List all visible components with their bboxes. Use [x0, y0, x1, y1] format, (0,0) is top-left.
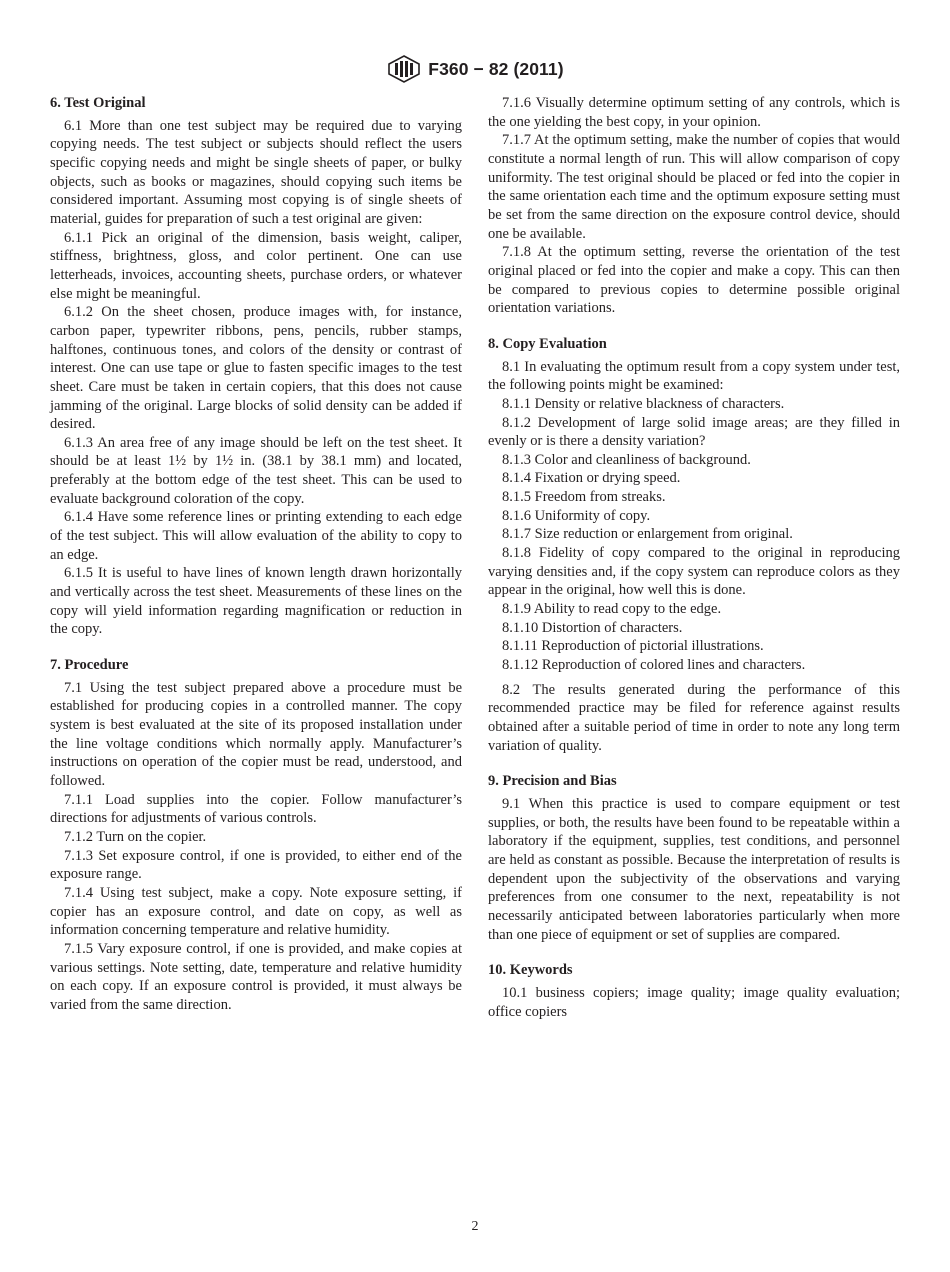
- paragraph-8-1-6: 8.1.6 Uniformity of copy.: [502, 507, 651, 524]
- paragraph-7-1-1: 7.1.1 Load supplies into the copier. Follow manufacturer’s directions for adjustments of various controls.: [50, 791, 462, 827]
- paragraph-6-1: 6.1 More than one test subject may be required due to varying copying needs. The test subject or subjects should reflect the users specific copying needs and might be single sheets of paper, or bulky objects, such as books or magazines, should copying such items be considered important. Assuming most copying is of single sheets of material, guides for preparation of such a test original are given:: [50, 117, 462, 227]
- paragraph-8-1-11: 8.1.11 Reproduction of pictorial illustrations.: [502, 638, 764, 655]
- paragraph-6-1-3: 6.1.3 An area free of any image should be left on the test sheet. It should be at least 1½ by 1½ in. (38.1 by 38.1 mm) and located, preferably at the bottom edge of the test sheet. This can be used to evaluate background coloration of the copy.: [50, 434, 462, 507]
- page-number: 2: [471, 1219, 479, 1234]
- paragraph-7-1-7: 7.1.7 At the optimum setting, make the number of copies that would constitute a normal length of run. This will allow comparison of copy uniformity. The test original should be placed or fed into the copier in the same orientation each time and the optimum exposure setting must be set from the same direction on the exposure control device, should one be available.: [488, 132, 900, 242]
- paragraph-8-1-8: 8.1.8 Fidelity of copy compared to the original in reproducing varying densities and, if the copy system can reproduce colors as they appear in the original, how well this is done.: [488, 545, 900, 599]
- paragraph-8-1-7: 8.1.7 Size reduction or enlargement from original.: [502, 526, 793, 543]
- paragraph-9-1: 9.1 When this practice is used to compare equipment or test supplies, or both, the results have been found to be repeatable within a laboratory if the equipment, supplies, test conditions, and personnel are held as constant as possible. Because the interpretation of results is dependent upon the subjectivity of the observations and varying preferences from one consumer to the next, repeatability is not necessarily anticipated between laboratories particularly when more than one piece of equipment or set of supplies are compared.: [488, 795, 900, 943]
- paragraph-7-1-6: 7.1.6 Visually determine optimum setting of any controls, which is the one yielding the best copy, in your opinion.: [488, 95, 900, 130]
- paragraph-7-1-3: 7.1.3 Set exposure control, if one is provided, to either end of the exposure range.: [50, 847, 462, 883]
- paragraph-6-1-4: 6.1.4 Have some reference lines or printing extending to each edge of the test subject. This will allow evaluation of the ability to copy to an edge.: [50, 509, 462, 563]
- paragraph-6-1-1: 6.1.1 Pick an original of the dimension, basis weight, caliper, stiffness, brightness, gloss, and color pertinent. One can use letterheads, invoices, accounting sheets, purchase orders, or whatever else might be meaningful.: [50, 229, 462, 302]
- paragraph-8-1-9: 8.1.9 Ability to read copy to the edge.: [502, 601, 722, 618]
- paragraph-8-1-10: 8.1.10 Distortion of characters.: [502, 619, 683, 636]
- paragraph-7-1-4: 7.1.4 Using test subject, make a copy. Note exposure setting, if copier has an exposure control, and date on copy, as well as information concerning temperature and relative humidity.: [50, 884, 462, 939]
- paragraph-10-1: 10.1 business copiers; image quality; image quality evaluation; office copiers: [488, 984, 900, 1020]
- paragraph-6-1-2: 6.1.2 On the sheet chosen, produce images with, for instance, carbon paper, typewriter ribbons, pens, pencils, rubber stamps, halftones, continuous tones, and colors of the density or contrast of interest. One can use tape or glue to fasten specific images to the test sheet. Care must be taken in certain copiers, that this does not cause jamming of the original. Large blocks of solid density can be added if desired.: [50, 304, 462, 433]
- paragraph-8-1-3: 8.1.3 Color and cleanliness of background.: [502, 451, 751, 468]
- paragraph-8-1-12: 8.1.12 Reproduction of colored lines and characters.: [502, 657, 806, 674]
- page-header: [0, 54, 950, 84]
- paragraph-8-1: 8.1 In evaluating the optimum result from a copy system under test, the following points might be examined:: [488, 358, 900, 394]
- section-8-heading: 8. Copy Evaluation: [488, 335, 607, 352]
- section-7-heading: 7. Procedure: [50, 657, 129, 674]
- right-column: [488, 94, 900, 1021]
- paragraph-7-1-8: 7.1.8 At the optimum setting, reverse the orientation of the test original placed or fed into the copier and make a copy. This can then be compared to previous copies to determine possible original orientation variations.: [488, 244, 900, 317]
- paragraph-8-1-5: 8.1.5 Freedom from streaks.: [502, 489, 666, 506]
- section-10-heading: 10. Keywords: [488, 962, 573, 979]
- paragraph-8-1-2: 8.1.2 Development of large solid image areas; are they filled in evenly or is there a density variation?: [488, 414, 900, 450]
- paragraph-7-1: 7.1 Using the test subject prepared above a procedure must be established for producing copies in a controlled manner. The copy system is best evaluated at the site of its proposed installation under the line voltage conditions which normally apply. Manufacturer’s instructions on operation of the copier must be read, understood, and followed.: [50, 679, 462, 789]
- paragraph-8-1-1: 8.1.1 Density or relative blackness of characters.: [502, 395, 785, 412]
- paragraph-7-1-2: 7.1.2 Turn on the copier.: [64, 828, 207, 845]
- paragraph-8-1-4: 8.1.4 Fixation or drying speed.: [502, 470, 681, 487]
- paragraph-6-1-5: 6.1.5 It is useful to have lines of known length drawn horizontally and vertically across the test sheet. Measurements of these lines on the copy will yield information regarding magnification or reduction in the copy.: [50, 565, 462, 638]
- document-designation: F360 − 82 (2011): [428, 58, 564, 79]
- left-column: [50, 94, 462, 1015]
- section-9-heading: 9. Precision and Bias: [488, 773, 617, 790]
- paragraph-8-2: 8.2 The results generated during the performance of this recommended practice may be filed for reference against results obtained after a suitable period of time in order to note any long term variation of quality.: [488, 681, 900, 754]
- paragraph-7-1-5: 7.1.5 Vary exposure control, if one is provided, and make copies at various settings. Note setting, date, temperature and relative humidity on each copy. If an exposure control is provided, it must always be varied from the same direction.: [50, 940, 462, 1013]
- astm-logo-icon: [386, 54, 422, 84]
- section-6-heading: 6. Test Original: [50, 95, 146, 111]
